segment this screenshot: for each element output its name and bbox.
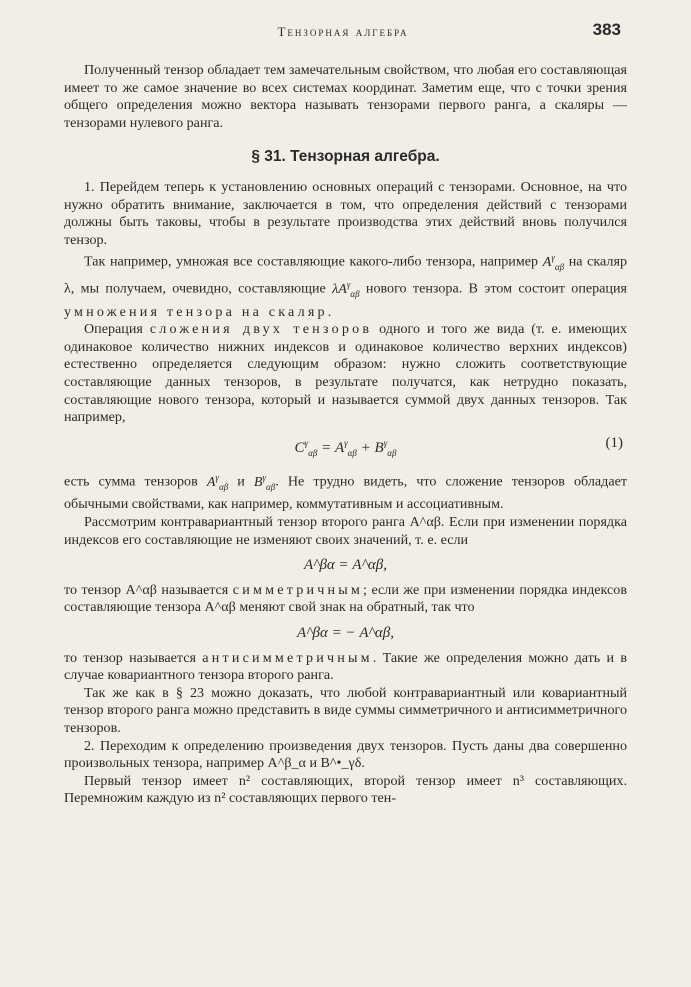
section-title: § 31. Тензорная алгебра. bbox=[251, 148, 440, 166]
text-run: Операция bbox=[84, 321, 150, 338]
math-inline: $\lambda A^\gamma_{\alpha\beta}$ bbox=[332, 279, 360, 299]
paragraph-3 bbox=[64, 321, 627, 427]
math-inline: $A^\gamma_{\alpha\beta}$ bbox=[206, 472, 229, 492]
math-inline: $B^\gamma_{\alpha\beta}$ bbox=[253, 472, 276, 492]
text-run: нового тензора. В этом состоит операция bbox=[359, 281, 628, 298]
emphasis-spaced: сложения двух тензоров bbox=[149, 321, 373, 338]
page-body bbox=[64, 62, 627, 808]
text-run: то тензор называется bbox=[64, 649, 203, 666]
text-run: Так например, умножая все составляющие какого-либо тензора, например bbox=[84, 254, 543, 271]
paragraph-4 bbox=[64, 469, 627, 514]
text-run: . Такие же определения можно дать и в случае ковариантного тензора второго ранга. bbox=[64, 649, 627, 684]
math-inline: $A^\gamma_{\alpha\beta}$ bbox=[542, 252, 565, 272]
equation-1 bbox=[64, 435, 627, 463]
running-head: Тензорная алгебра bbox=[277, 24, 409, 39]
equation-body: A^βα = − A^αβ, bbox=[297, 624, 394, 641]
text-run: ; если же при изменении порядка индексов составляющие тензора A^αβ меняют свой знак на обратный, так что bbox=[64, 581, 627, 616]
paragraph-2 bbox=[64, 249, 627, 321]
paragraph-1: 1. Перейдем теперь к установлению основных операций с тензорами. Основное, на что нужно обратить внимание, заключается в том, что определения действий с тензорами должны быть таковы, чтобы в результате производства этих действий вновь получился тензор. bbox=[64, 178, 627, 248]
equation-2 bbox=[64, 557, 627, 575]
text-run: одного и того же вида (т. е. имеющих одинаковое количество нижних индексов и одинаковое количество верхних индексов) естественно определяется следующим образом: нужно сложить соответствующие составляющие данных тензоров, в результате получатся, как нетрудно показать, составляющие нового тензора, который и называется суммой двух данных тензоров. Так например, bbox=[64, 321, 627, 426]
text-run: и bbox=[228, 473, 254, 490]
page-number: 383 bbox=[592, 20, 621, 39]
emphasis-spaced: антисимметричным bbox=[202, 649, 373, 666]
page-header bbox=[65, 20, 621, 44]
paragraph-intro: Полученный тензор обладает тем замечательным свойством, что любая его составляющая имеет то же самое значение во всех системах координат. Заметим еще, что с точки зрения общего определения можно вектора называть тензорами первого ранга, а скаляры — тензорами нулевого ранга. bbox=[64, 62, 627, 131]
paragraph-10: Первый тензор имеет n² составляющих, второй тензор имеет n³ составляющих. Перемножим каждую из n² составляющих первого тен- bbox=[64, 772, 627, 807]
paragraph-6 bbox=[64, 582, 627, 617]
equation-number: (1) bbox=[605, 434, 623, 451]
text-run: . Не трудно видеть, что сложение тензоров обладает обычными свойствами, как например, коммутативным и ассоциативным. bbox=[64, 473, 627, 513]
emphasis-spaced: симметричным bbox=[232, 581, 364, 598]
equation-body: A^βα = A^αβ, bbox=[303, 557, 388, 574]
equation-body: $C^\gamma_{\alpha\beta} = A^\gamma_{\alpha\beta} + B^\gamma_{\alpha\beta}$ bbox=[294, 437, 397, 458]
paragraph-9: 2. Переходим к определению произведения двух тензоров. Пусть даны два совершенно произвольных тензора, например A^β_α и B^•_γδ. bbox=[64, 737, 627, 772]
emphasis-spaced: умножения тензора на скаляр bbox=[64, 303, 328, 320]
equation-3 bbox=[64, 625, 627, 643]
text-run: на скаляр λ, мы получаем, очевидно, составляющие bbox=[64, 254, 627, 298]
paragraph-5: Рассмотрим контравариантный тензор второго ранга A^αβ. Если при изменении порядка индексов его составляющие не изменяют своих значений, т. е. если bbox=[64, 513, 627, 548]
paragraph-8: Так же как в § 23 можно доказать, что любой контравариантный или ковариантный тензор второго ранга можно представить в виде суммы симметричного и антисимметричного тензоров. bbox=[64, 684, 627, 736]
paragraph-7 bbox=[64, 650, 627, 685]
text-run: то тензор A^αβ называется bbox=[64, 581, 233, 598]
text-run: . bbox=[327, 303, 332, 320]
text-run: есть сумма тензоров bbox=[64, 473, 207, 490]
